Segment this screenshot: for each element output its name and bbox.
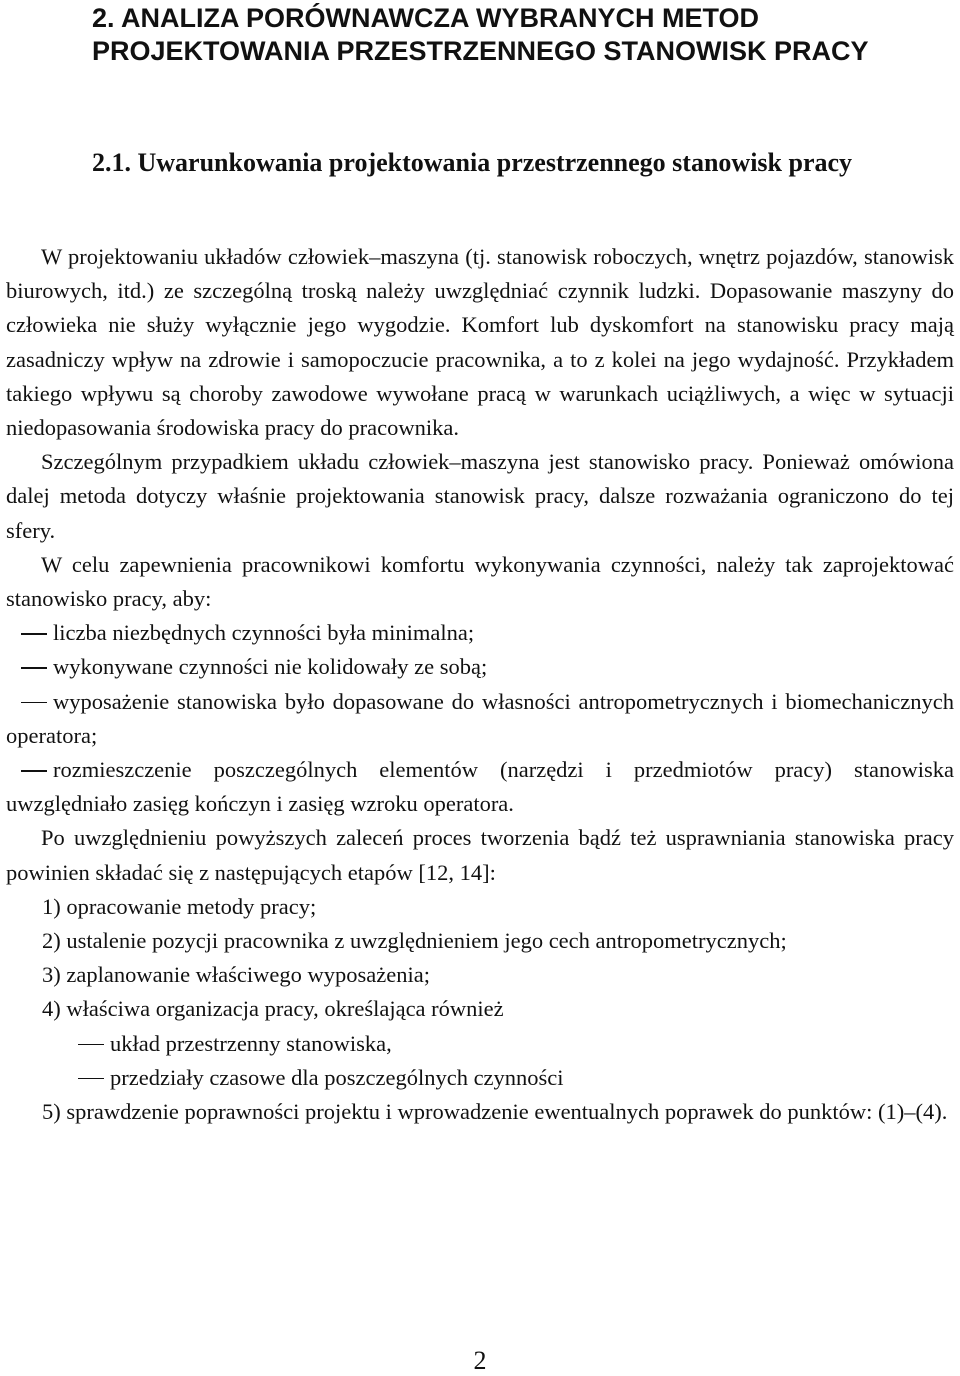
requirement-text: liczba niezbędnych czynności była minimalna; — [53, 620, 475, 646]
requirement-text: wykonywane czynności nie kolidowały ze sobą; — [53, 654, 488, 680]
page-number: 2 — [473, 1346, 487, 1375]
paragraph-4: Po uwzględnieniu powyższych zaleceń proces tworzenia bądź też usprawniania stanowiska pracy powinien składać się z następujących etapów [12, 14]: — [6, 825, 954, 885]
paragraph-1: W projektowaniu układów człowiek–maszyna (tj. stanowisk roboczych, wnętrz pojazdów, stanowisk biurowych, itd.) ze szczególną troską należy uwzględniać czynnik ludzki. Dopasowanie maszyny do człowieka nie służy wyłącznie jego wygodzie. Komfort lub dyskomfort na stanowisku pracy mają zasadniczy wpływ na zdrowie i samopoczucie pracownika, a to z kolei na jego wydajność. Przykładem takiego wpływu są choroby zawodowe wywołane pracą w warunkach uciążliwych, a więc w sytuacji niedopasowania środowiska pracy do pracownika. — [6, 244, 954, 441]
sub-item-text: układ przestrzenny stanowiska, — [110, 1030, 392, 1056]
step-item: 1) opracowanie metody pracy; — [42, 893, 317, 919]
requirement-text: wyposażenie stanowiska było dopasowane do własności antropometrycznych i biomechanicznych operatora; — [6, 688, 954, 748]
requirement-item — [6, 616, 954, 650]
section-title: 2.1. Uwarunkowania projektowania przestrzennego stanowisk pracy — [92, 148, 853, 177]
requirement-item — [6, 685, 954, 753]
sub-item — [6, 1027, 954, 1061]
sub-item-text: przedziały czasowe dla poszczególnych czynności — [110, 1064, 564, 1090]
sub-item — [6, 1061, 954, 1095]
requirement-text: rozmieszczenie poszczególnych elementów (narzędzi i przedmiotów pracy) stanowiska uwzględniało zasięg kończyn i zasięg wzroku operatora. — [6, 757, 954, 817]
step-item: 2) ustalenie pozycji pracownika z uwzględnieniem jego cech antropometrycznych; — [42, 928, 787, 954]
requirement-item — [6, 650, 954, 684]
paragraph-2: Szczególnym przypadkiem układu człowiek–maszyna jest stanowisko pracy. Ponieważ omówiona dalej metoda dotyczy właśnie projektowania stanowisk pracy, dalsze rozważania ograniczono do tej sfery. — [6, 449, 954, 543]
step-item: 5) sprawdzenie poprawności projektu i wprowadzenie ewentualnych poprawek do punktów: (1)–(4). — [42, 1099, 948, 1125]
requirement-item — [6, 753, 954, 821]
body-text — [6, 240, 954, 1129]
paragraph-3: W celu zapewnienia pracownikowi komfortu wykonywania czynności, należy tak zaprojektować stanowisko pracy, aby: — [6, 551, 954, 612]
step-item: 4) właściwa organizacja pracy, określająca również — [42, 996, 504, 1022]
chapter-title: 2. ANALIZA PORÓWNAWCZA WYBRANYCH METOD PROJEKTOWANIA PRZESTRZENNEGO STANOWISK PRACY — [92, 3, 869, 66]
step-item: 3) zaplanowanie właściwego wyposażenia; — [42, 962, 430, 988]
